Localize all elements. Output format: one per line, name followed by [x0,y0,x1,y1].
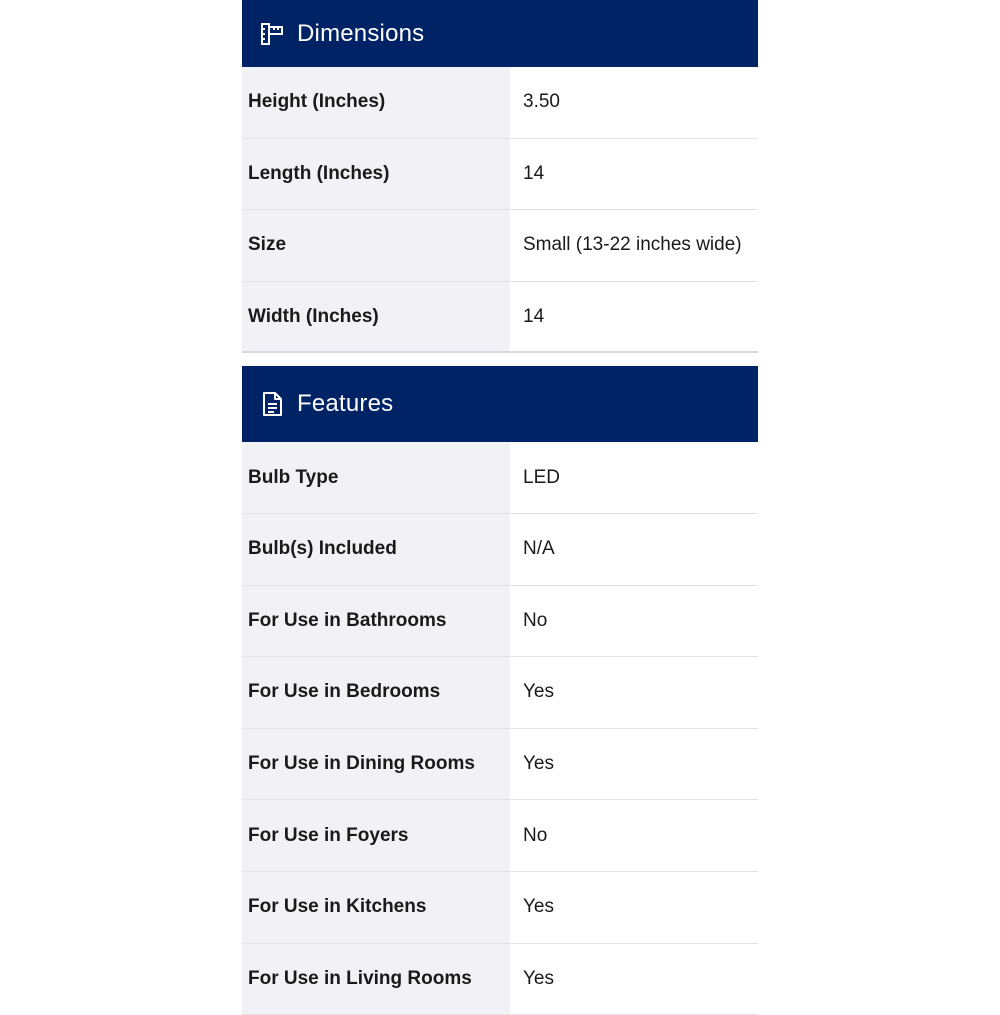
spec-label: Length (Inches) [242,139,510,210]
spec-label: For Use in Foyers [242,800,510,871]
spec-value: No [510,800,758,871]
features-title: Features [297,390,394,418]
table-row [242,442,758,514]
ruler-square-icon [259,21,285,47]
spec-value: 3.50 [510,67,758,138]
spec-value: Small (13-22 inches wide) [510,210,758,281]
features-table [242,442,758,1015]
spec-value: Yes [510,729,758,800]
spec-value: Yes [510,657,758,728]
spec-label: Bulb Type [242,442,510,513]
spec-value: Yes [510,944,758,1015]
spec-label: For Use in Dining Rooms [242,729,510,800]
dimensions-section-header[interactable] [242,0,758,67]
table-row [242,586,758,658]
table-row [242,139,758,211]
spec-panel [242,0,758,1015]
spec-value: LED [510,442,758,513]
spec-label: Bulb(s) Included [242,514,510,585]
spec-label: For Use in Bathrooms [242,586,510,657]
document-icon [259,391,285,417]
dimensions-table [242,67,758,353]
table-row [242,800,758,872]
spec-value: Yes [510,872,758,943]
spec-label: Height (Inches) [242,67,510,138]
table-row [242,872,758,944]
spec-value: 14 [510,139,758,210]
table-row [242,944,758,1015]
features-section-header[interactable] [242,366,758,442]
table-row [242,67,758,139]
table-row [242,210,758,282]
spec-value: N/A [510,514,758,585]
table-row [242,729,758,801]
spec-label: For Use in Bedrooms [242,657,510,728]
spec-label: Width (Inches) [242,282,510,352]
dimensions-title: Dimensions [297,19,425,47]
spec-label: Size [242,210,510,281]
spec-value: 14 [510,282,758,352]
table-row [242,514,758,586]
spec-label: For Use in Kitchens [242,872,510,943]
spec-label: For Use in Living Rooms [242,944,510,1015]
table-row [242,282,758,354]
spec-value: No [510,586,758,657]
table-row [242,657,758,729]
